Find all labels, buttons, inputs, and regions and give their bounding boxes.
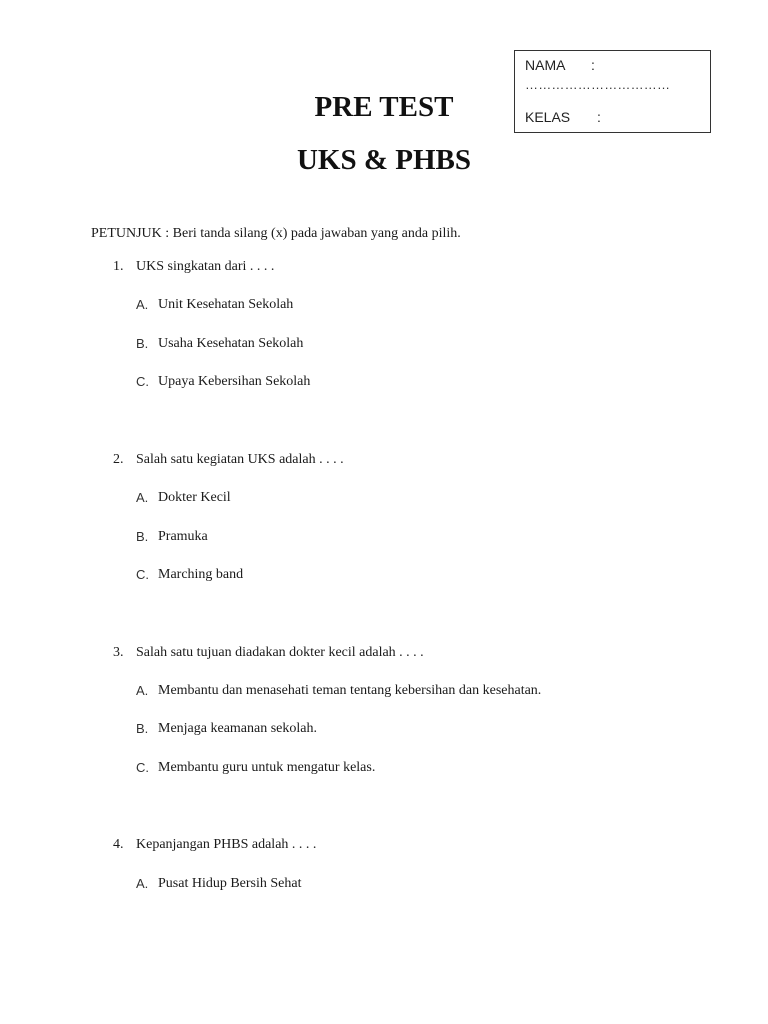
- option-letter: A.: [136, 490, 149, 505]
- question-number: 1.: [113, 259, 124, 274]
- option-text: Usaha Kesehatan Sekolah: [158, 336, 304, 351]
- option-letter: C.: [136, 760, 149, 775]
- option-letter: C.: [136, 374, 149, 389]
- option-letter: A.: [136, 683, 149, 698]
- instructions: PETUNJUK : Beri tanda silang (x) pada jawaban yang anda pilih.: [91, 226, 461, 241]
- option-letter: C.: [136, 567, 149, 582]
- question-number: 4.: [113, 837, 124, 852]
- option-text: Membantu dan menasehati teman tentang kebersihan dan kesehatan.: [158, 683, 542, 698]
- option-letter: A.: [136, 876, 149, 891]
- class-colon: :: [597, 109, 601, 125]
- question-number: 2.: [113, 452, 124, 467]
- class-label: KELAS: [525, 109, 571, 125]
- question-text: UKS singkatan dari . . . .: [136, 259, 275, 274]
- option-text: Marching band: [158, 567, 244, 582]
- name-label: NAMA: [525, 57, 566, 73]
- option-text: Pusat Hidup Bersih Sehat: [158, 876, 302, 891]
- option-text: Membantu guru untuk mengatur kelas.: [158, 760, 376, 775]
- option-letter: A.: [136, 297, 149, 312]
- option-text: Upaya Kebersihan Sekolah: [158, 374, 311, 389]
- name-row: [525, 57, 595, 73]
- name-colon: :: [591, 57, 595, 73]
- option-letter: B.: [136, 529, 149, 544]
- option-text: Pramuka: [158, 529, 208, 544]
- question-number: 3.: [113, 645, 124, 660]
- name-fill-line[interactable]: ……………………………: [525, 77, 671, 92]
- option-text: Menjaga keamanan sekolah.: [158, 721, 317, 736]
- option-text: Unit Kesehatan Sekolah: [158, 297, 294, 312]
- question-text: Salah satu tujuan diadakan dokter kecil adalah . . . .: [136, 645, 424, 660]
- option-text: Dokter Kecil: [158, 490, 231, 505]
- page-subtitle: UKS & PHBS: [296, 144, 472, 176]
- question-text: Salah satu kegiatan UKS adalah . . . .: [136, 452, 344, 467]
- question-text: Kepanjangan PHBS adalah . . . .: [136, 837, 317, 852]
- option-letter: B.: [136, 336, 149, 351]
- option-letter: B.: [136, 721, 149, 736]
- page-title: PRE TEST: [314, 91, 454, 123]
